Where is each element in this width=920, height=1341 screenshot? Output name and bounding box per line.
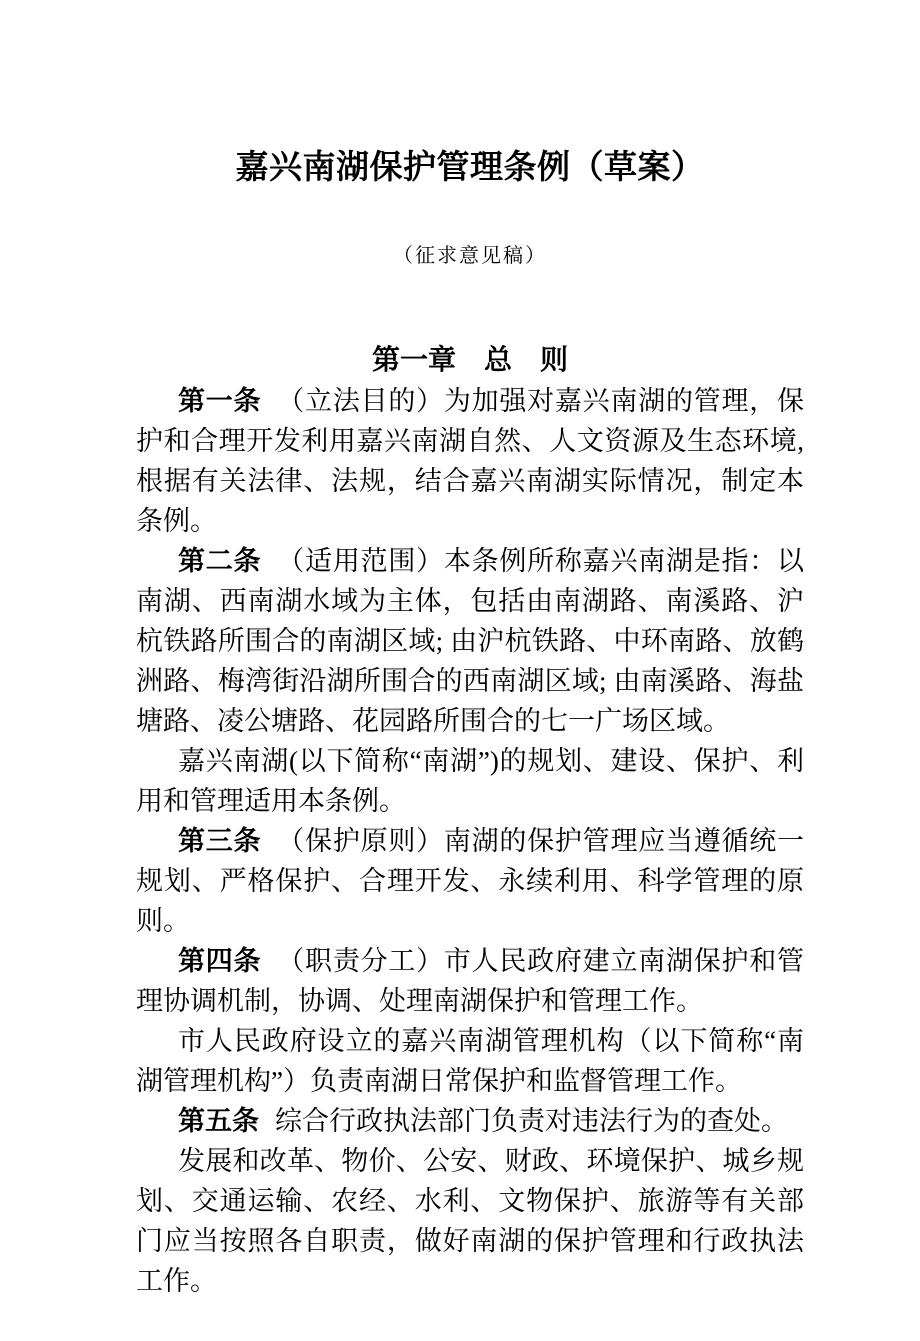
article-text: 综合行政执法部门负责对违法行为的查处。 [275, 1106, 788, 1136]
article-text: 嘉兴南湖(以下简称“南湖”)的规划、建设、保护、利用和管理适用本条例。 [136, 746, 804, 816]
article-label: 第一条 [178, 386, 262, 416]
article-paragraph [136, 381, 804, 541]
article-annotation: （职责分工） [277, 946, 444, 976]
article-paragraph [136, 941, 804, 1021]
article-text: 本条例所称嘉兴南湖是指：以南湖、西南湖水域为主体，包括由南湖路、南溪路、沪杭铁路所围合的南湖区域; 由沪杭铁路、中环南路、放鹤洲路、梅湾街沿湖所围合的西南湖区域; 由南溪路、海盐塘路、凌公塘路、花园路所围合的七一广场区域。 [136, 546, 805, 736]
article-annotation: （适用范围） [277, 546, 444, 576]
article-text: 为加强对嘉兴南湖的管理，保护和合理开发利用嘉兴南湖自然、人文资源及生态环境, 根据有关法律、法规，结合嘉兴南湖实际情况，制定本条例。 [136, 386, 805, 536]
article-text: 市人民政府建立南湖保护和管理协调机制，协调、处理南湖保护和管理工作。 [136, 946, 805, 1016]
article-annotation: （保护原则） [277, 826, 444, 856]
article-paragraph [136, 1021, 804, 1101]
document-title: 嘉兴南湖保护管理条例（草案） [235, 150, 705, 186]
article-paragraph [136, 1141, 804, 1301]
article-paragraph [136, 1101, 804, 1141]
article-paragraph [136, 541, 804, 741]
article-label: 第五条 [178, 1106, 259, 1136]
article-label: 第二条 [178, 546, 262, 576]
article-label: 第三条 [178, 826, 262, 856]
article-annotation: （立法目的） [277, 386, 444, 416]
document-body [136, 381, 804, 1301]
document-subtitle: （征求意见稿） [393, 245, 547, 267]
article-paragraph [136, 741, 804, 821]
chapter-heading: 第一章 总 则 [371, 345, 568, 376]
article-paragraph [136, 821, 804, 941]
article-text: 南湖的保护管理应当遵循统一规划、严格保护、合理开发、永续利用、科学管理的原则。 [136, 826, 805, 936]
article-label: 第四条 [178, 946, 262, 976]
article-text: 发展和改革、物价、公安、财政、环境保护、城乡规划、交通运输、农经、水利、文物保护、旅游等有关部门应当按照各自职责，做好南湖的保护管理和行政执法工作。 [136, 1146, 804, 1296]
article-text: 市人民政府设立的嘉兴南湖管理机构（以下简称“南湖管理机构”）负责南湖日常保护和监督管理工作。 [136, 1026, 804, 1096]
